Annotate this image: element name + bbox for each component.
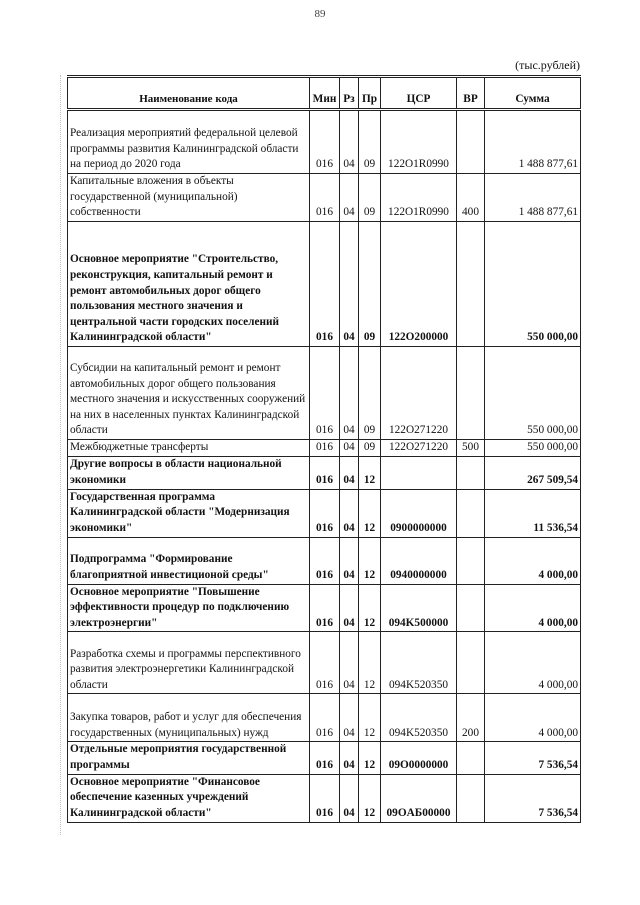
row-min: 016	[310, 174, 340, 222]
row-csr: 122O271220	[381, 347, 457, 440]
row-vr	[457, 632, 485, 694]
table-row	[68, 440, 581, 457]
row-name: Реализация мероприятий федеральной целевой программы развития Калининградской области на период до 2020 года	[68, 110, 310, 174]
row-vr	[457, 537, 485, 584]
table-row	[68, 742, 581, 774]
row-csr: 0940000000	[381, 537, 457, 584]
row-name: Отдельные мероприятия государственной программы	[68, 742, 310, 774]
row-vr: 400	[457, 174, 485, 222]
row-min: 016	[310, 347, 340, 440]
row-sum: 1 488 877,61	[485, 110, 581, 174]
row-pr: 09	[359, 174, 381, 222]
row-min: 016	[310, 456, 340, 489]
row-rz: 04	[340, 742, 359, 774]
row-name: Другие вопросы в области национальной экономики	[68, 456, 310, 489]
row-csr: 122O1R0990	[381, 174, 457, 222]
row-pr: 12	[359, 584, 381, 632]
row-csr: 122O271220	[381, 440, 457, 457]
row-name: Разработка схемы и программы перспективного развития электроэнергетики Калининградской области	[68, 632, 310, 694]
table-row	[68, 537, 581, 584]
row-vr	[457, 347, 485, 440]
row-name: Основное мероприятие "Финансовое обеспечение казенных учреждений Калининградской области"	[68, 774, 310, 822]
row-min: 016	[310, 110, 340, 174]
row-rz: 04	[340, 537, 359, 584]
row-rz: 04	[340, 456, 359, 489]
table-row	[68, 110, 581, 174]
row-min: 016	[310, 694, 340, 742]
row-csr: 122O200000	[381, 222, 457, 347]
row-csr	[381, 456, 457, 489]
row-csr: 09OАБ00000	[381, 774, 457, 822]
row-rz: 04	[340, 584, 359, 632]
row-pr: 09	[359, 110, 381, 174]
row-min: 016	[310, 440, 340, 457]
row-pr: 12	[359, 489, 381, 537]
row-sum: 4 000,00	[485, 537, 581, 584]
row-min: 016	[310, 222, 340, 347]
row-min: 016	[310, 537, 340, 584]
budget-table	[67, 75, 581, 823]
row-vr	[457, 584, 485, 632]
table-row	[68, 694, 581, 742]
row-name: Межбюджетные трансферты	[68, 440, 310, 457]
row-rz: 04	[340, 489, 359, 537]
row-pr: 09	[359, 440, 381, 457]
row-min: 016	[310, 584, 340, 632]
table-row	[68, 222, 581, 347]
row-name: Капитальные вложения в объекты государственной (муниципальной) собственности	[68, 174, 310, 222]
table-row	[68, 456, 581, 489]
row-pr: 12	[359, 456, 381, 489]
row-name: Закупка товаров, работ и услуг для обеспечения государственных (муниципальных) нужд	[68, 694, 310, 742]
units-label: (тыс.рублей)	[515, 58, 580, 72]
margin-line	[60, 75, 61, 835]
row-vr: 500	[457, 440, 485, 457]
row-vr	[457, 222, 485, 347]
row-vr	[457, 489, 485, 537]
row-pr: 09	[359, 222, 381, 347]
row-pr: 12	[359, 774, 381, 822]
header-name: Наименование кода	[68, 77, 310, 110]
row-sum: 4 000,00	[485, 632, 581, 694]
row-rz: 04	[340, 774, 359, 822]
row-rz: 04	[340, 440, 359, 457]
header-rz: Рз	[340, 77, 359, 110]
row-pr: 09	[359, 347, 381, 440]
row-rz: 04	[340, 110, 359, 174]
row-sum: 550 000,00	[485, 440, 581, 457]
row-name: Основное мероприятие "Строительство, реконструкция, капитальный ремонт и ремонт автомобильных дорог общего пользования местного значения и центральной части городских поселений Калининградской области"	[68, 222, 310, 347]
row-vr	[457, 774, 485, 822]
row-sum: 7 536,54	[485, 774, 581, 822]
table-row	[68, 489, 581, 537]
row-sum: 550 000,00	[485, 347, 581, 440]
row-sum: 550 000,00	[485, 222, 581, 347]
table-row	[68, 774, 581, 822]
row-sum: 7 536,54	[485, 742, 581, 774]
row-sum: 4 000,00	[485, 584, 581, 632]
row-name: Подпрограмма "Формирование благоприятной инвестиционой среды"	[68, 537, 310, 584]
row-pr: 12	[359, 742, 381, 774]
row-pr: 12	[359, 694, 381, 742]
row-sum: 4 000,00	[485, 694, 581, 742]
table-row	[68, 347, 581, 440]
header-vr: ВР	[457, 77, 485, 110]
row-min: 016	[310, 632, 340, 694]
header-csr: ЦСР	[381, 77, 457, 110]
row-min: 016	[310, 489, 340, 537]
row-vr	[457, 742, 485, 774]
header-sum: Сумма	[485, 77, 581, 110]
page-number: 89	[314, 8, 326, 20]
header-min: Мин	[310, 77, 340, 110]
row-csr: 094K500000	[381, 584, 457, 632]
table-header-row	[68, 77, 581, 110]
row-csr: 122O1R0990	[381, 110, 457, 174]
row-sum: 11 536,54	[485, 489, 581, 537]
row-pr: 12	[359, 632, 381, 694]
table-row	[68, 632, 581, 694]
row-name: Основное мероприятие "Повышение эффективности процедур по подключению электроэнергии"	[68, 584, 310, 632]
row-min: 016	[310, 742, 340, 774]
row-rz: 04	[340, 694, 359, 742]
row-vr: 200	[457, 694, 485, 742]
row-rz: 04	[340, 222, 359, 347]
row-rz: 04	[340, 632, 359, 694]
table-row	[68, 584, 581, 632]
row-min: 016	[310, 774, 340, 822]
row-vr	[457, 110, 485, 174]
row-csr: 094K520350	[381, 632, 457, 694]
header-pr: Пр	[359, 77, 381, 110]
row-name: Государственная программа Калининградской области "Модернизация экономики"	[68, 489, 310, 537]
row-pr: 12	[359, 537, 381, 584]
row-rz: 04	[340, 347, 359, 440]
row-vr	[457, 456, 485, 489]
row-csr: 094K520350	[381, 694, 457, 742]
row-sum: 1 488 877,61	[485, 174, 581, 222]
row-csr: 0900000000	[381, 489, 457, 537]
row-csr: 09O0000000	[381, 742, 457, 774]
row-sum: 267 509,54	[485, 456, 581, 489]
table-row	[68, 174, 581, 222]
row-name: Субсидии на капитальный ремонт и ремонт автомобильных дорог общего пользования местного значения и искусственных сооружений на них в населенных пунктах Калининградской области	[68, 347, 310, 440]
row-rz: 04	[340, 174, 359, 222]
